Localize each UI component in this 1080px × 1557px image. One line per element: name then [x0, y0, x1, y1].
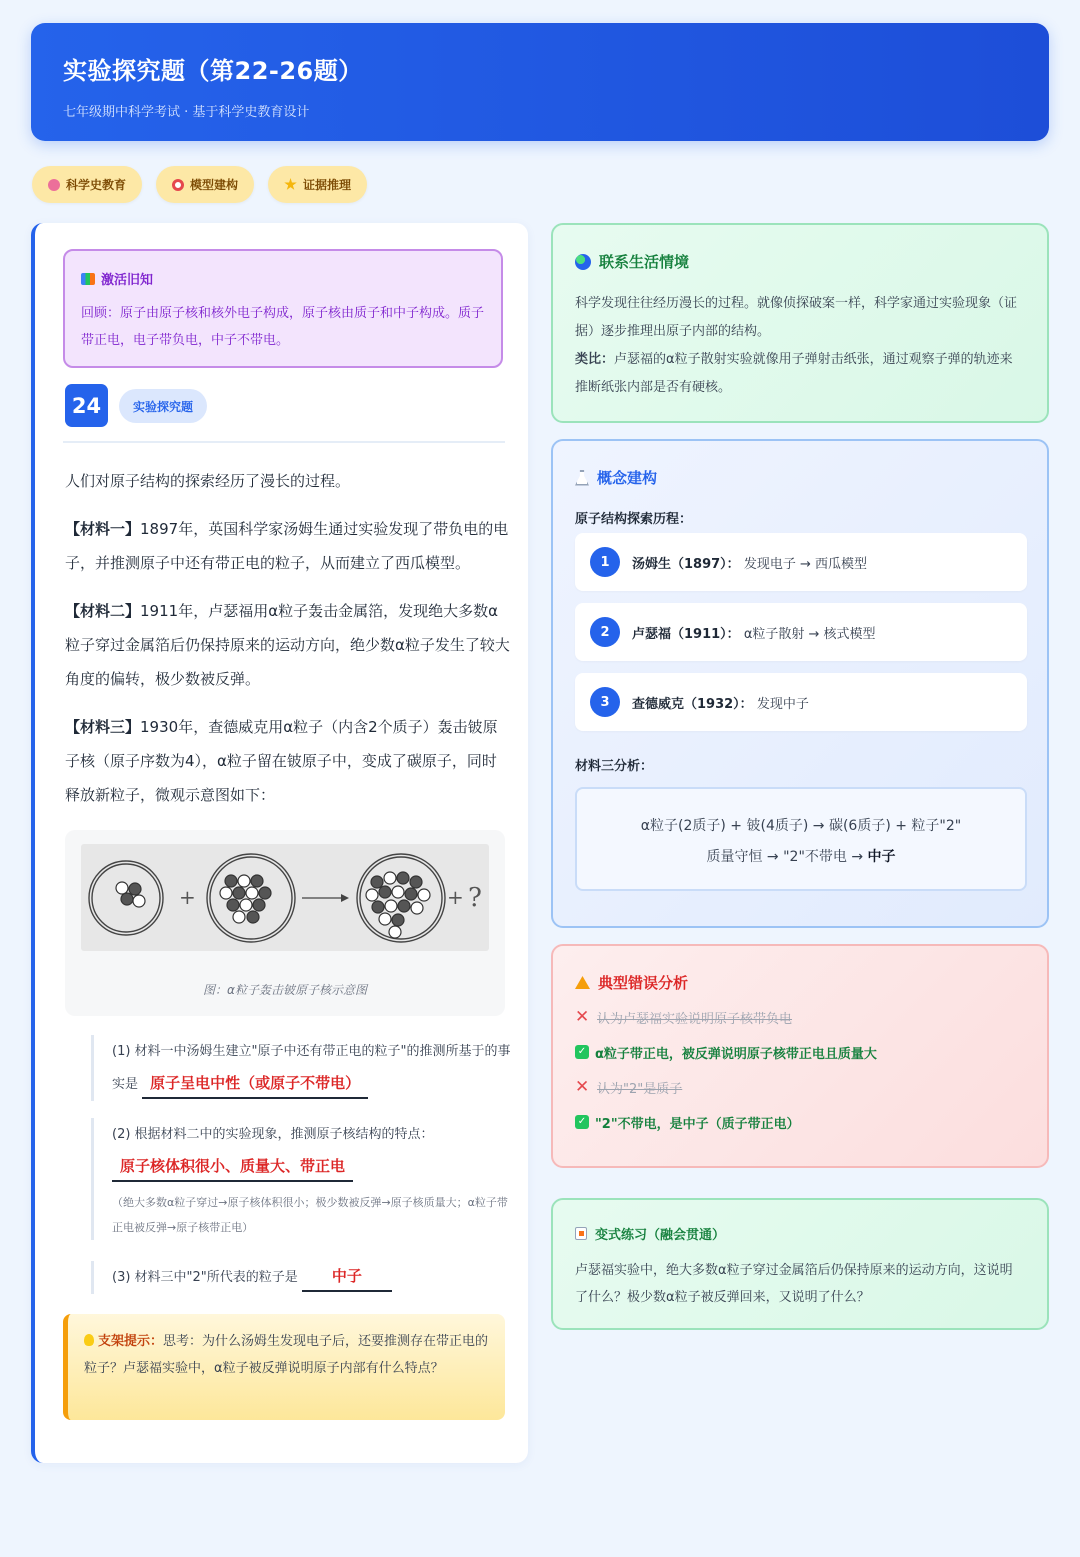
- brain-icon: [48, 179, 60, 191]
- material-3-label: 【材料三】: [65, 718, 141, 736]
- page-subtitle: 七年级期中科学考试 · 基于科学史教育设计: [63, 105, 310, 120]
- tag-label: 证据推理: [303, 178, 352, 192]
- life-title: 联系生活情境: [599, 253, 690, 271]
- alpha-bombardment-diagram: [81, 844, 489, 951]
- memo-icon: [575, 1227, 587, 1240]
- material-1: [65, 512, 510, 580]
- sub-question-1-text: (1) 材料一中汤姆生建立"原子中还有带正电的粒子"的推测所基于的事实是: [112, 1044, 511, 1092]
- material-3-text: 1930年，查德威克用α粒子（内含2个质子）轰击铍原子核（原子序数为4），α粒子留在铍原子中，变成了碳原子，同时释放新粒子，微观示意图如下：: [65, 718, 498, 804]
- equation-line-2: [577, 842, 1025, 873]
- error-row: [575, 1041, 1025, 1063]
- error-text: 认为卢瑟福实验说明原子核带负电: [597, 1011, 793, 1027]
- figure-box: [65, 830, 505, 1016]
- equation-box: [575, 787, 1027, 891]
- recall-body: 回顾：原子由原子核和核外电子构成，原子核由质子和中子构成。质子带正电，电子带负电，中子不带电。: [81, 306, 485, 348]
- analysis-label: 材料三分析：: [575, 759, 654, 774]
- material-3: [65, 710, 510, 812]
- figure-plus-2: +: [447, 885, 464, 909]
- answer-3[interactable]: 中子: [302, 1262, 392, 1292]
- figure-caption: 图：α粒子轰击铍原子核示意图: [203, 983, 367, 997]
- answer-2[interactable]: 原子核体积很小、质量大、带正电: [112, 1152, 353, 1182]
- error-row: [575, 1006, 1025, 1028]
- figure-question-mark: ?: [468, 883, 482, 913]
- material-2-text: 1911年，卢瑟福用α粒子轰击金属箔，发现绝大多数α粒子穿过金属箔后仍保持原来的运动方向，绝少数α粒子发生了较大角度的偏转，极少数被反弹。: [65, 602, 510, 688]
- page-title: 实验探究题（第22-26题）: [63, 57, 363, 85]
- warning-icon: [575, 976, 590, 989]
- variant-practice-card: [551, 1198, 1049, 1330]
- errors-title: 典型错误分析: [598, 974, 689, 992]
- sub-question-2-text: (2) 根据材料二中的实验现象，推测原子核结构的特点：: [112, 1127, 434, 1142]
- question-type-badge: 实验探究题: [119, 389, 207, 423]
- hint-text: 思考：为什么汤姆生发现电子后，还要推测存在带正电的粒子？卢瑟福实验中，α粒子被反弹说明原子内部有什么特点？: [84, 1334, 489, 1376]
- material-2-label: 【材料二】: [65, 602, 141, 620]
- step-name: 卢瑟福（1911）：: [632, 626, 740, 642]
- material-2: [65, 594, 510, 696]
- answer-2-explanation: （绝大多数α粒子穿过→原子核体积很小；极少数被反弹→原子核质量大；α粒子带正电被反弹→原子核带正电）: [112, 1196, 508, 1234]
- tag-model-building[interactable]: [156, 166, 254, 203]
- globe-icon: [575, 254, 591, 270]
- concept-title: 概念建构: [597, 469, 658, 487]
- target-icon: [172, 179, 184, 191]
- tag-science-history[interactable]: [32, 166, 142, 203]
- step-number: 1: [590, 547, 620, 577]
- life-context-card: [551, 223, 1049, 423]
- recall-box: [63, 249, 503, 368]
- star-icon: [284, 178, 297, 191]
- question-intro: 人们对原子结构的探索经历了漫长的过程。: [65, 472, 351, 490]
- variant-title: 变式练习（融会贯通）: [595, 1228, 726, 1243]
- cross-icon: ✕: [575, 1077, 590, 1097]
- history-label: 原子结构探索历程：: [575, 512, 693, 527]
- page-header: [31, 23, 1049, 141]
- variant-body: 卢瑟福实验中，绝大多数α粒子穿过金属箔后仍保持原来的运动方向，这说明了什么？极少数α粒子被反弹回来，又说明了什么？: [575, 1263, 1013, 1305]
- analogy-label: 类比：: [575, 352, 615, 367]
- step-name: 汤姆生（1897）：: [632, 556, 740, 572]
- timeline-step: [575, 533, 1027, 591]
- sub-question-2: [91, 1118, 511, 1240]
- timeline-step: [575, 673, 1027, 731]
- step-number: 3: [590, 687, 620, 717]
- tag-label: 模型建构: [190, 178, 239, 192]
- figure-plus-1: +: [179, 885, 196, 909]
- life-paragraph: 科学发现往往经历漫长的过程。就像侦探破案一样，科学家通过实验现象（证据）逐步推理出原子内部的结构。: [575, 296, 1018, 339]
- check-icon: ✓: [575, 1115, 589, 1129]
- lightbulb-icon: [84, 1334, 94, 1346]
- tag-list: [32, 166, 367, 203]
- material-1-label: 【材料一】: [65, 520, 141, 538]
- material-1-text: 1897年，英国科学家汤姆生通过实验发现了带负电的电子，并推测原子中还有带正电的粒子，从而建立了西瓜模型。: [65, 520, 509, 572]
- error-row: [575, 1111, 1025, 1133]
- equation-line-2-text: 质量守恒 → "2"不带电 →: [706, 849, 868, 865]
- hint-label: 支架提示：: [98, 1334, 164, 1349]
- step-name: 查德威克（1932）：: [632, 696, 753, 712]
- answer-1[interactable]: 原子呈电中性（或原子不带电）: [142, 1069, 368, 1099]
- correct-text: α粒子带正电，被反弹说明原子核带正电且质量大: [595, 1046, 877, 1062]
- step-number: 2: [590, 617, 620, 647]
- sub-question-3: [91, 1261, 511, 1294]
- sub-question-3-text: (3) 材料三中"2"所代表的粒子是: [112, 1270, 298, 1285]
- books-icon: [81, 273, 95, 285]
- error-analysis-card: [551, 944, 1049, 1168]
- tag-label: 科学史教育: [66, 178, 127, 192]
- timeline-step: [575, 603, 1027, 661]
- step-desc: α粒子散射 → 核式模型: [743, 626, 876, 642]
- error-text: 认为"2"是质子: [597, 1081, 683, 1097]
- tag-evidence-reasoning[interactable]: [268, 166, 367, 203]
- microscope-icon: [575, 470, 589, 486]
- sub-question-1: [91, 1035, 511, 1101]
- step-desc: 发现电子 → 西瓜模型: [743, 556, 867, 572]
- step-desc: 发现中子: [756, 696, 809, 712]
- correct-text: "2"不带电，是中子（质子带正电）: [595, 1116, 800, 1132]
- question-card: [31, 223, 528, 1463]
- divider: [63, 441, 505, 443]
- analogy-text: 卢瑟福的α粒子散射实验就像用子弹射击纸张，通过观察子弹的轨迹来推断纸张内部是否有硬核。: [575, 352, 1013, 395]
- equation-line-1: α粒子(2质子) + 铍(4质子) → 碳(6质子) + 粒子"2": [640, 818, 962, 834]
- question-number: 24: [65, 384, 108, 427]
- scaffold-hint: [63, 1314, 505, 1420]
- equation-conclusion: 中子: [867, 849, 896, 865]
- error-row: [575, 1076, 1025, 1098]
- cross-icon: ✕: [575, 1007, 590, 1027]
- concept-card: [551, 439, 1049, 928]
- check-icon: ✓: [575, 1045, 589, 1059]
- recall-title: 激活旧知: [101, 273, 154, 288]
